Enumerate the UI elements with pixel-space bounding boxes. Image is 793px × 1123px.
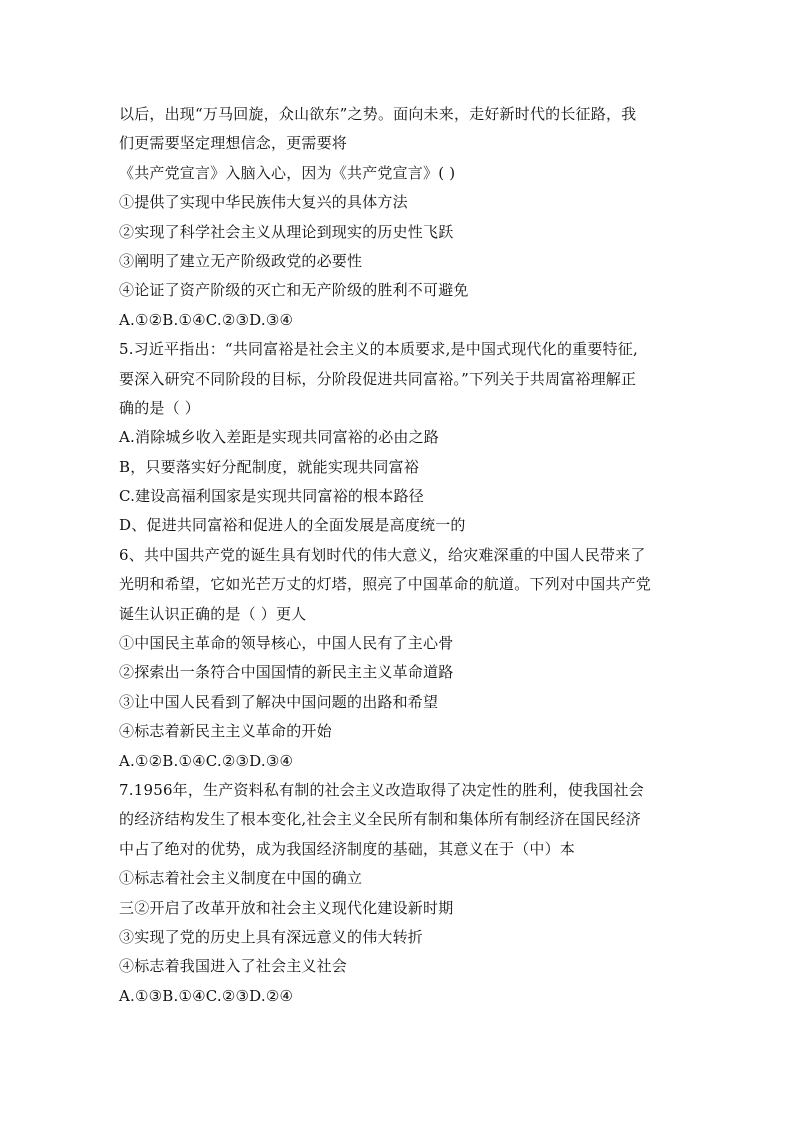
question-5-text: 确的是（ ） [119, 398, 200, 417]
option-line: ①中国民主革命的领导核心，中国人民有了主心骨 [119, 634, 454, 653]
text-line: 们更需要坚定理想信念，更需要将 [119, 134, 348, 153]
text-line: 以后，出现“万马回旋，众山欲东”之势。面向未来，走好新时代的长征路，我 [119, 105, 637, 123]
option-line: ④标志着新民主主义革命的开始 [119, 722, 332, 741]
option-line: ③阐明了建立无产阶级政党的必要性 [119, 251, 363, 270]
option-line: 三②开启了改革开放和社会主义现代化建设新时期 [119, 898, 454, 917]
option-line: D、促进共同富裕和促进人的全面发展是高度统一的 [119, 516, 466, 535]
option-line: ③实现了党的历史上具有深远意义的伟大转折 [119, 927, 424, 946]
option-line: ③让中国人民看到了解决中国问题的出路和希望 [119, 692, 439, 711]
text-line: 《共产党宣言》入脑入心，因为《共产党宣言》( ) [119, 163, 456, 182]
option-line: A.消除城乡收入差距是实现共同富裕的必由之路 [119, 428, 440, 447]
option-line: ②探索出一条符合中国国情的新民主主义革命道路 [119, 663, 454, 682]
question-6-text: 6、共中国共产党的诞生具有划时代的伟大意义，给灾难深重的中国人民带来了 [119, 545, 646, 564]
question-5-text: 5.习近平指出：“共同富裕是社会主义的本质要求,是中国式现代化的重要特征, [119, 340, 638, 359]
question-7-text: 的经济结构发生了根本变化,社会主义全民所有制和集体所有制经济在国民经济 [119, 810, 641, 829]
question-7-text: 7.1956年，生产资料私有制的社会主义改造取得了决定性的胜利，使我国社会 [119, 780, 644, 799]
answer-choices: A.①③B.①④C.②③D.②④ [119, 986, 294, 1005]
question-6-text: 光明和希望，它如光芒万丈的灯塔，照亮了中国革命的航道。下列对中国共产党 [119, 575, 652, 594]
option-line: ②实现了科学社会主义从理论到现实的历史性飞跃 [119, 222, 454, 241]
answer-choices: A.①②B.①④C.②③D.③④ [119, 751, 294, 770]
question-7-text: 中占了绝对的优势，成为我国经济制度的基础，其意义在于（中）本 [119, 839, 576, 858]
option-line: ①标志着社会主义制度在中国的确立 [119, 869, 363, 888]
question-5-text: 要深入研究不同阶段的目标，分阶段促进共同富裕。”下列关于共周富裕理解正 [119, 369, 637, 388]
answer-choices: A.①②B.①④C.②③D.③④ [119, 310, 294, 329]
option-line: ①提供了实现中华民族伟大复兴的具体方法 [119, 193, 408, 212]
option-line: ④论证了资产阶级的灭亡和无产阶级的胜利不可避免 [119, 281, 469, 300]
document-body [119, 100, 679, 1011]
option-line: ④标志着我国进入了社会主义社会 [119, 957, 348, 976]
option-line: B，只要落实好分配制度，就能实现共同富裕 [119, 457, 420, 476]
question-6-text: 诞生认识正确的是（ ）更人 [119, 604, 307, 623]
option-line: C.建设高福利国家是实现共同富裕的根本路径 [119, 487, 424, 506]
